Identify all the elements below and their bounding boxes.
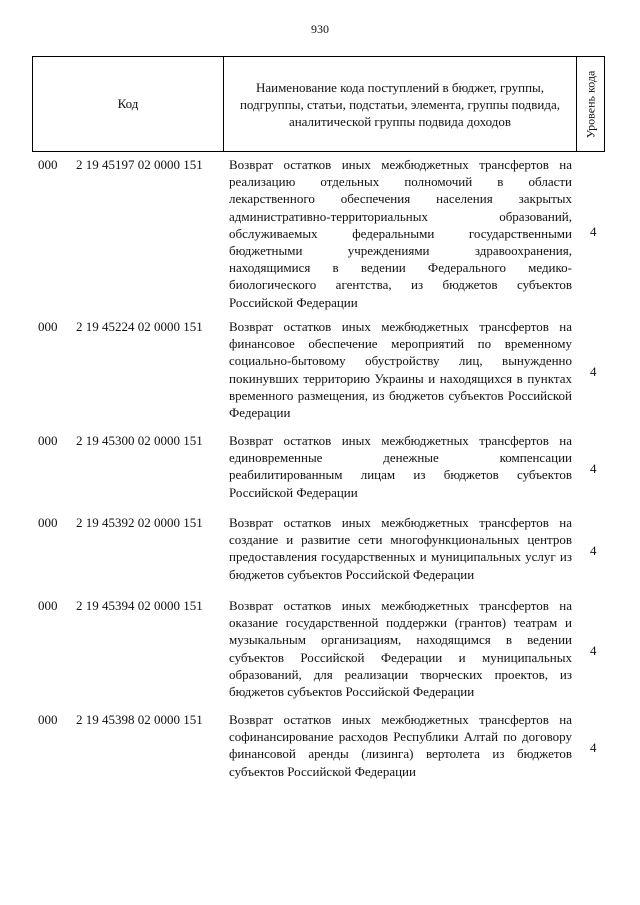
code-level: 4 xyxy=(590,461,597,476)
table-row xyxy=(32,432,605,502)
table-header xyxy=(32,56,605,152)
header-level-cell xyxy=(577,57,605,151)
header-name: Наименование кода поступлений в бюджет, группы, подгруппы, статьи, подстатьи, элемента, группы подвида, аналитической группы подвида доходов xyxy=(239,79,561,129)
budget-code: 2 19 45392 02 0000 151 xyxy=(76,515,203,530)
page-number: 930 xyxy=(311,22,329,36)
table-row xyxy=(32,711,605,781)
admin-code: 000 xyxy=(38,319,58,334)
table-row xyxy=(32,514,605,584)
code-description: Возврат остатков иных межбюджетных трансфертов на единовременные денежные компенсации реабилитированным лицам из бюджетов субъектов Российской Федерации xyxy=(229,433,572,500)
table-row xyxy=(32,156,605,310)
budget-code: 2 19 45394 02 0000 151 xyxy=(76,598,203,613)
header-code: Код xyxy=(117,96,139,111)
budget-code: 2 19 45398 02 0000 151 xyxy=(76,712,203,727)
admin-code: 000 xyxy=(38,433,58,448)
code-description: Возврат остатков иных межбюджетных трансфертов на реализацию отдельных полномочий в области лекарственного обеспечения населения закрытых административно-территориальных образований, обслуживаемых федеральными государственными бюджетными учреждениями здравоохранения, находящимися в ведении Федерального медико-биологического агентства, из бюджетов субъектов Российской Федерации xyxy=(229,157,572,310)
code-description: Возврат остатков иных межбюджетных трансфертов на создание и развитие сети многофункциональных центров предоставления государственных и муниципальных услуг из бюджетов субъектов Российской Федерации xyxy=(229,515,572,582)
code-level: 4 xyxy=(590,543,597,558)
table-row xyxy=(32,597,605,700)
header-level: Уровень кода xyxy=(583,70,598,138)
code-level: 4 xyxy=(590,364,597,379)
table-row xyxy=(32,318,605,421)
code-description: Возврат остатков иных межбюджетных трансфертов на финансовое обеспечение мероприятий по временному социально-бытовому обустройству лиц, вынужденно покинувших территорию Украины и находящихся в пунктах временного размещения, из бюджетов субъектов Российской Федерации xyxy=(229,319,572,421)
code-level: 4 xyxy=(590,643,597,658)
budget-code: 2 19 45300 02 0000 151 xyxy=(76,433,203,448)
code-description: Возврат остатков иных межбюджетных трансфертов на оказание государственной поддержки (грантов) театрам и музыкальным организациям, находящимся в ведении субъектов Российской Федерации и муниципальных образований, для реализации творческих проектов, из бюджетов субъектов Российской Федерации xyxy=(229,598,572,700)
admin-code: 000 xyxy=(38,598,58,613)
budget-code: 2 19 45197 02 0000 151 xyxy=(76,157,203,172)
code-description: Возврат остатков иных межбюджетных трансфертов на софинансирование расходов Республики Алтай по договору финансовой аренды (лизинга) вертолета из бюджетов субъектов Российской Федерации xyxy=(229,712,572,779)
admin-code: 000 xyxy=(38,157,58,172)
budget-code: 2 19 45224 02 0000 151 xyxy=(76,319,203,334)
admin-code: 000 xyxy=(38,712,58,727)
admin-code: 000 xyxy=(38,515,58,530)
code-level: 4 xyxy=(590,740,597,755)
code-level: 4 xyxy=(590,224,597,239)
